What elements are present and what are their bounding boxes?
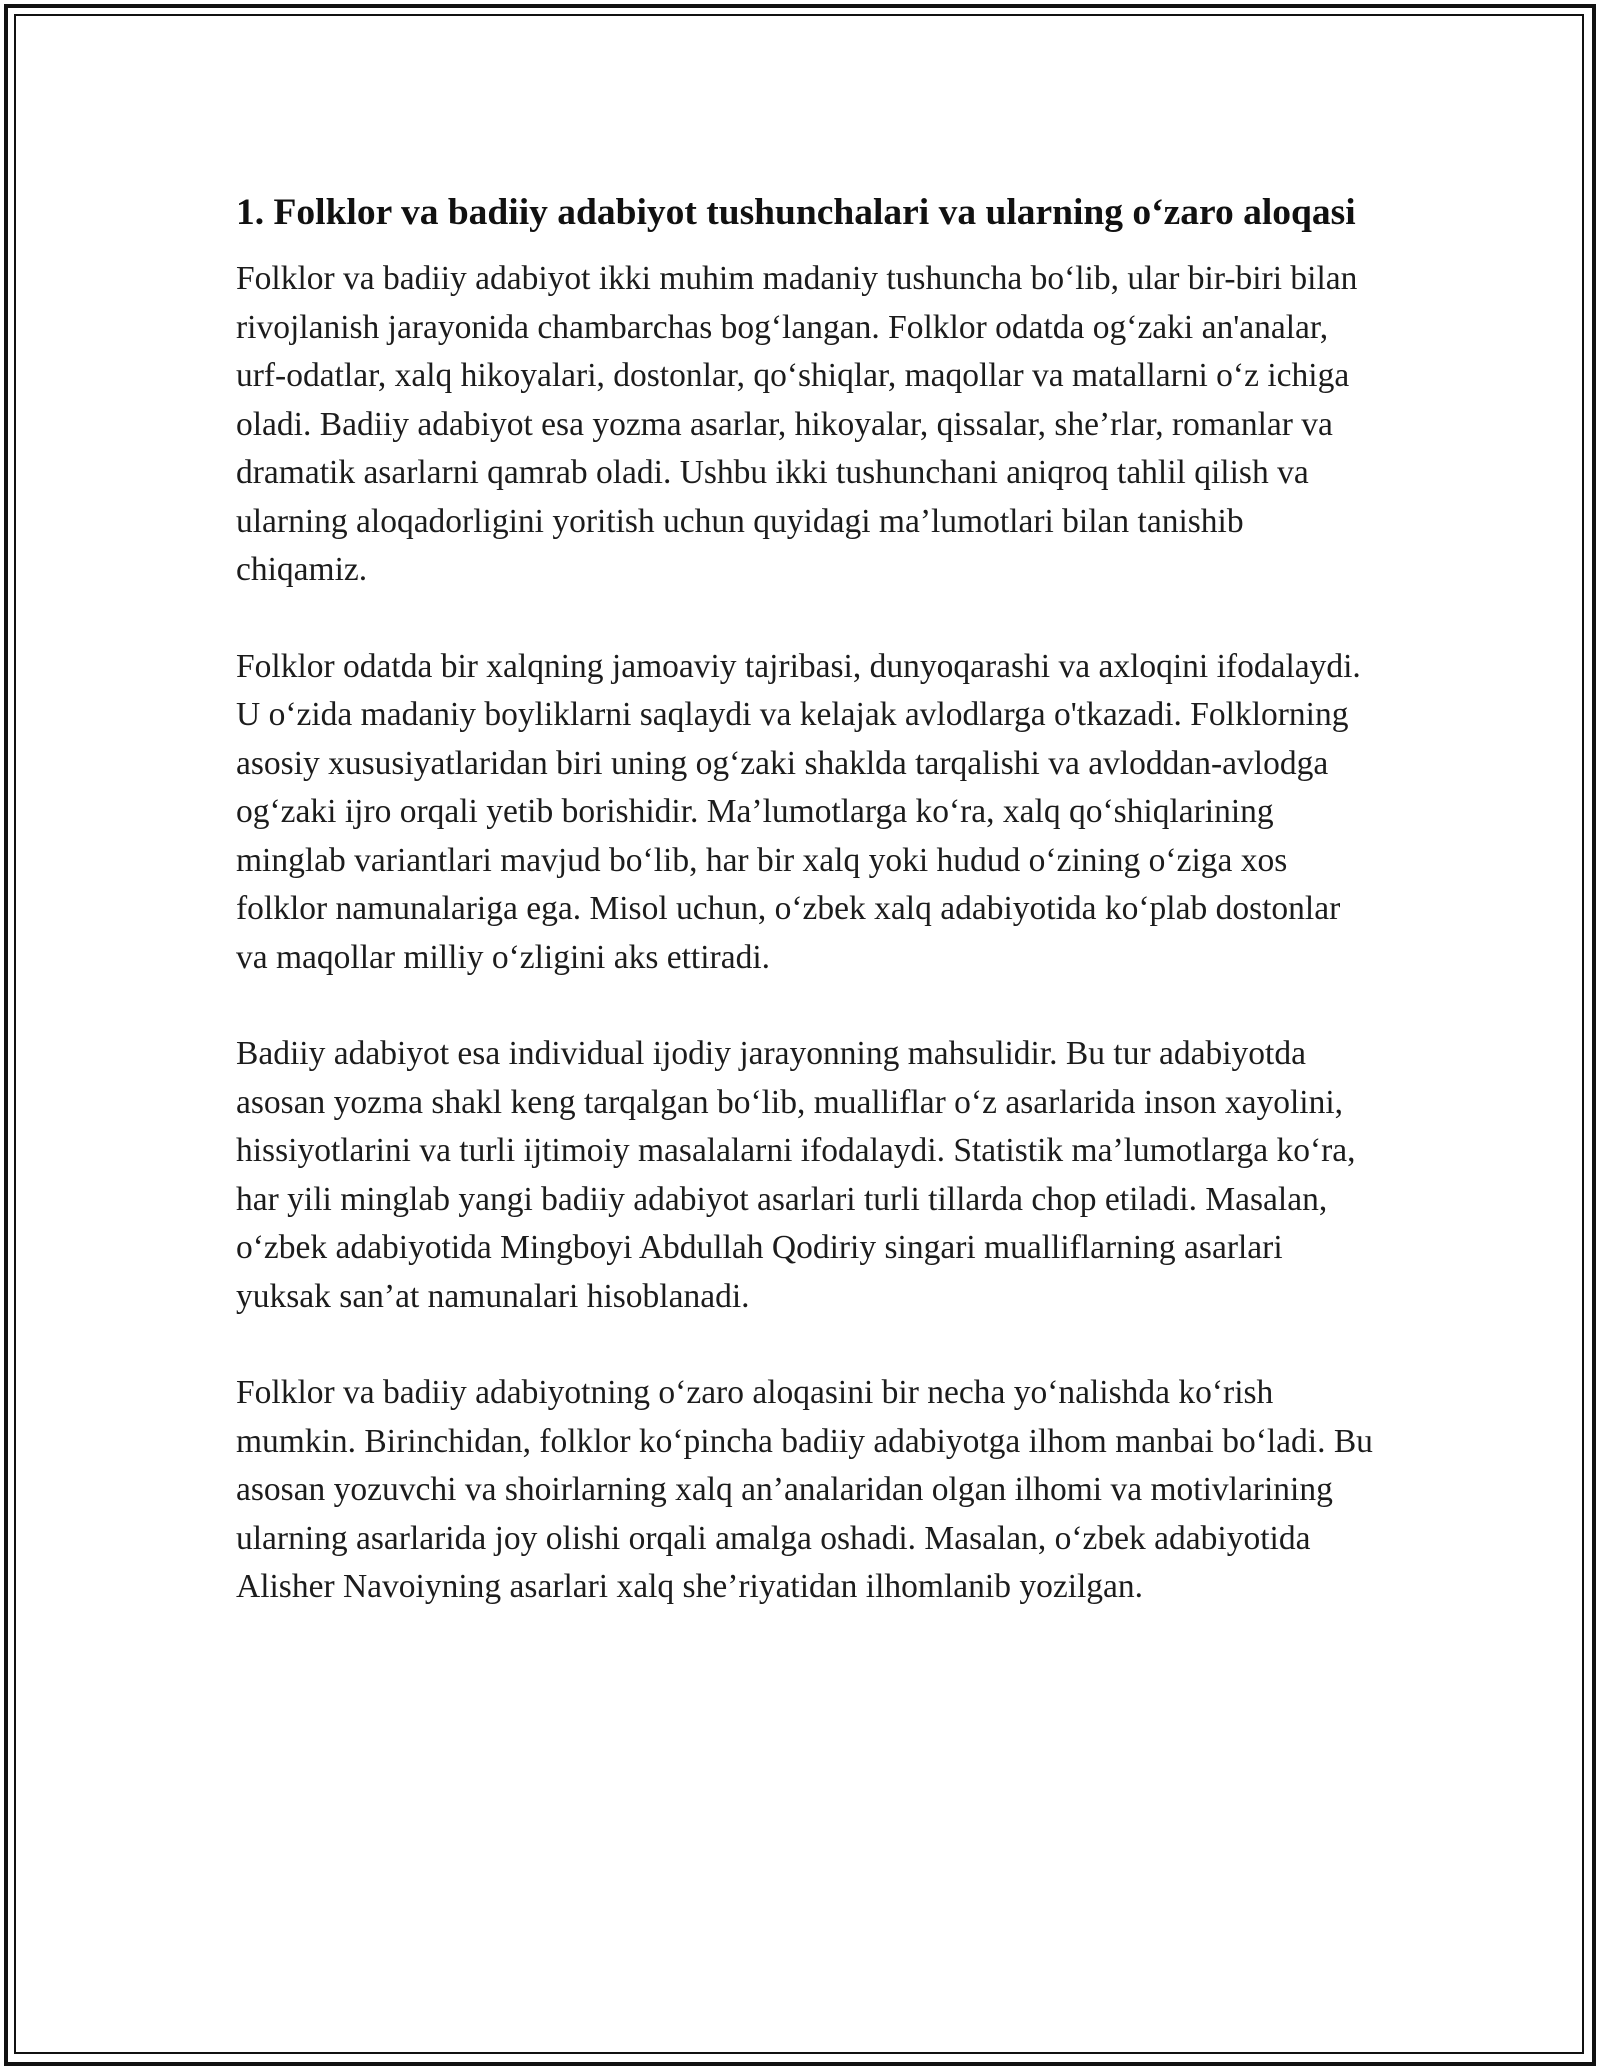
paragraph-4: Folklor va badiiy adabiyotning o‘zaro aloqasini bir necha yo‘nalishda ko‘rish mumkin. Birinchidan, folklor ko‘pincha badiiy adabiyotga ilhom manbai bo‘ladi. Bu asosan yozuvchi va shoirlarning xalq an’analaridan olgan ilhomi va motivlarining ularning asarlarida joy olishi orqali amalga oshadi. Masalan, o‘zbek adabiyotida Alisher Navoiyning asarlari xalq she’riyatidan ilhomlanib yozilgan. bbox=[236, 1374, 1373, 1605]
document-body bbox=[236, 184, 1376, 1660]
paragraph-2: Folklor odatda bir xalqning jamoaviy tajribasi, dunyoqarashi va axloqini ifodalaydi. U o‘zida madaniy boyliklarni saqlaydi va kelajak avlodlarga o'tkazadi. Folklorning asosiy xususiyatlaridan biri uning og‘zaki shaklda tarqalishi va avloddan-avlodga og‘zaki ijro orqali yetib borishidir. Ma’lumotlarga ko‘ra, xalq qo‘shiqlarining minglab variantlari mavjud bo‘lib, har bir xalq yoki hudud o‘zining o‘ziga xos folklor namunalariga ega. Misol uchun, o‘zbek xalq adabiyotida ko‘plab dostonlar va maqollar milliy o‘zligini aks ettiradi. bbox=[236, 647, 1361, 976]
section-heading: 1. Folklor va badiiy adabiyot tushunchalari va ularning o‘zaro aloqasi bbox=[236, 192, 1356, 233]
paragraph-3: Badiiy adabiyot esa individual ijodiy jarayonning mahsulidir. Bu tur adabiyotda asosan yozma shakl keng tarqalgan bo‘lib, mualliflar o‘z asarlarida inson xayolini, hissiyotlarini va turli ijtimoiy masalalarni ifodalaydi. Statistik ma’lumotlarga ko‘ra, har yili minglab yangi badiiy adabiyot asarlari turli tillarda chop etiladi. Masalan, o‘zbek adabiyotida Mingboyi Abdullah Qodiriy singari mualliflarning asarlari yuksak san’at namunalari hisoblanadi. bbox=[236, 1035, 1356, 1315]
paragraph-1: Folklor va badiiy adabiyot ikki muhim madaniy tushuncha bo‘lib, ular bir-biri bilan rivojlanish jarayonida chambarchas bog‘langan. Folklor odatda og‘zaki an'analar, urf-odatlar, xalq hikoyalari, dostonlar, qo‘shiqlar, maqollar va matallarni o‘z ichiga oladi. Badiiy adabiyot esa yozma asarlar, hikoyalar, qissalar, she’rlar, romanlar va dramatik asarlarni qamrab oladi. Ushbu ikki tushunchani aniqroq tahlil qilish va ularning aloqadorligini yoritish uchun quyidagi ma’lumotlari bilan tanishib chiqamiz. bbox=[236, 260, 1358, 588]
